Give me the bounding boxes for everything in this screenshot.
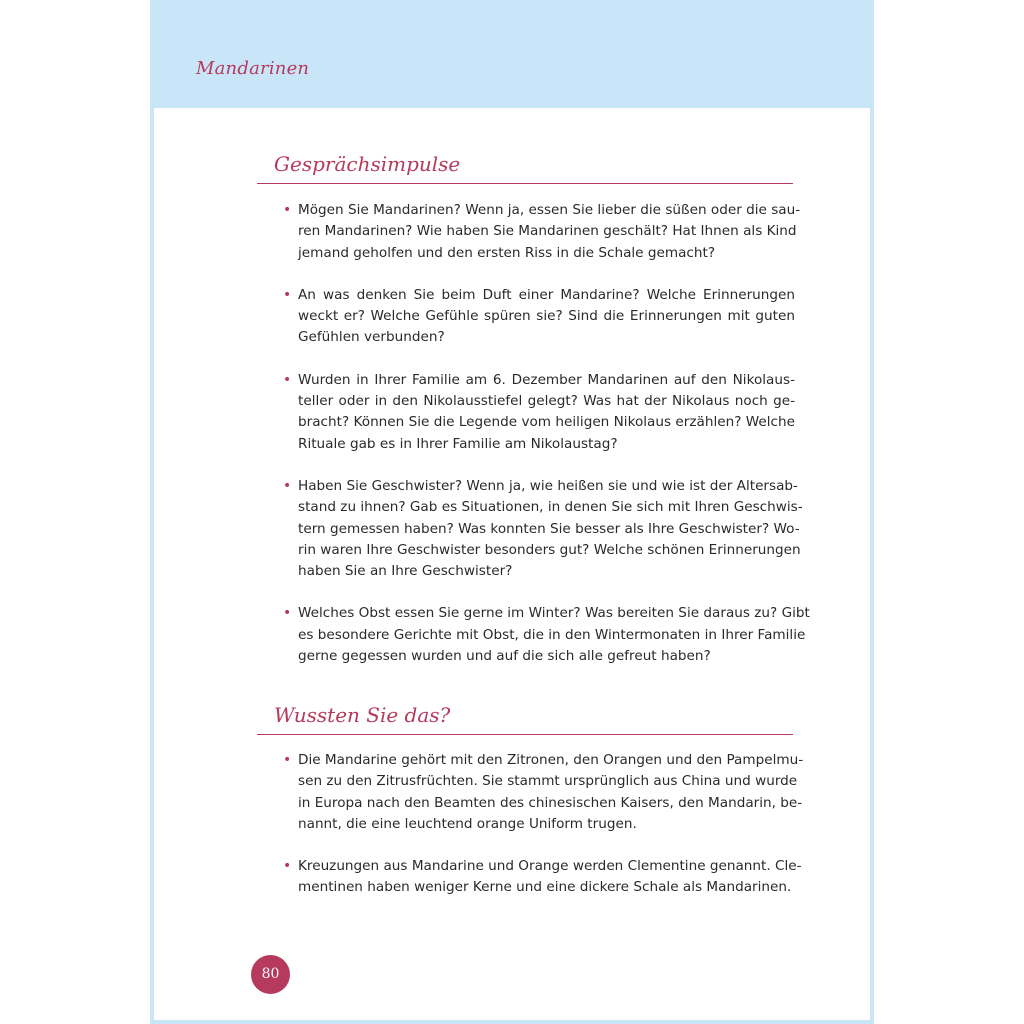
bullet-icon: • [283, 752, 292, 768]
text-line: haben Sie an Ihre Geschwister? [298, 563, 513, 580]
text-line: jemand geholfen und den ersten Riss in die Schale gemacht? [298, 244, 716, 261]
list-item [283, 285, 795, 349]
text-line: Mögen Sie Mandarinen? Wenn ja, essen Sie lieber die süßen oder die sau- [298, 202, 801, 218]
bullet-icon: • [283, 858, 292, 875]
text-line: mentinen haben weniger Kerne und eine dickere Schale als Mandarinen. [298, 879, 792, 896]
text-line: bracht? Können Sie die Legende vom heiligen Nikolaus erzählen? Welche [298, 414, 795, 431]
text-line: Gefühlen verbunden? [298, 329, 445, 346]
gespraechsimpulse-list [283, 200, 810, 667]
text-line: in Europa nach den Beamten des chinesischen Kaisers, den Mandarin, be- [298, 794, 803, 811]
section-heading-gespraechsimpulse: Gesprächsimpulse [274, 152, 461, 176]
wussten-sie-das-list [283, 750, 804, 899]
list-item [283, 750, 804, 835]
text-line: teller oder in den Nikolausstiefel gelegt? Was hat der Nikolaus noch ge- [298, 393, 795, 410]
section-divider [257, 183, 793, 184]
text-line: An was denken Sie beim Duft einer Mandarine? Welche Erinnerungen [298, 286, 795, 303]
list-item [283, 476, 803, 582]
text-line: Kreuzungen aus Mandarine und Orange werden Clementine genannt. Cle- [298, 858, 802, 875]
text-line: stand zu ihnen? Gab es Situationen, in denen Sie sich mit Ihren Geschwis- [298, 499, 803, 516]
list-item [283, 370, 795, 455]
text-line: Haben Sie Geschwister? Wenn ja, wie heißen sie und wie ist der Altersab- [298, 477, 798, 494]
bullet-icon: • [283, 477, 292, 494]
bullet-icon: • [283, 371, 292, 388]
text-line: sen zu den Zitrusfrüchten. Sie stammt ursprünglich aus China und wurde [298, 773, 798, 790]
text-line: Rituale gab es in Ihrer Familie am Nikolaustag? [298, 435, 618, 452]
text-line: rin waren Ihre Geschwister besonders gut? Welche schönen Erinnerungen [298, 541, 801, 558]
text-line: Welches Obst essen Sie gerne im Winter? Was bereiten Sie daraus zu? Gibt [298, 605, 810, 622]
section-divider [257, 734, 793, 735]
bullet-icon: • [283, 202, 292, 218]
running-header-title: Mandarinen [196, 58, 310, 79]
text-line: Die Mandarine gehört mit den Zitronen, den Orangen und den Pampelmu- [298, 752, 804, 768]
text-line: weckt er? Welche Gefühle spüren sie? Sind die Erinnerungen mit guten [298, 308, 795, 325]
text-line: gerne gegessen wurden und auf die sich alle gefreut haben? [298, 648, 711, 665]
text-line: nannt, die eine leuchtend orange Uniform trugen. [298, 815, 637, 832]
page-number-badge: 80 [251, 955, 290, 994]
text-line: es besondere Gerichte mit Obst, die in den Wintermonaten in Ihrer Familie [298, 626, 806, 643]
bullet-icon: • [283, 605, 292, 622]
bullet-icon: • [283, 286, 292, 303]
text-line: tern gemessen haben? Was konnten Sie besser als Ihre Geschwister? Wo- [298, 520, 800, 537]
list-item [283, 603, 810, 667]
text-line: Wurden in Ihrer Familie am 6. Dezember Mandarinen auf den Nikolaus- [298, 371, 795, 388]
section-heading-wussten-sie-das: Wussten Sie das? [274, 703, 451, 727]
text-line: ren Mandarinen? Wie haben Sie Mandarinen geschält? Hat Ihnen als Kind [298, 223, 797, 240]
list-item [283, 856, 802, 899]
list-item [283, 200, 801, 264]
